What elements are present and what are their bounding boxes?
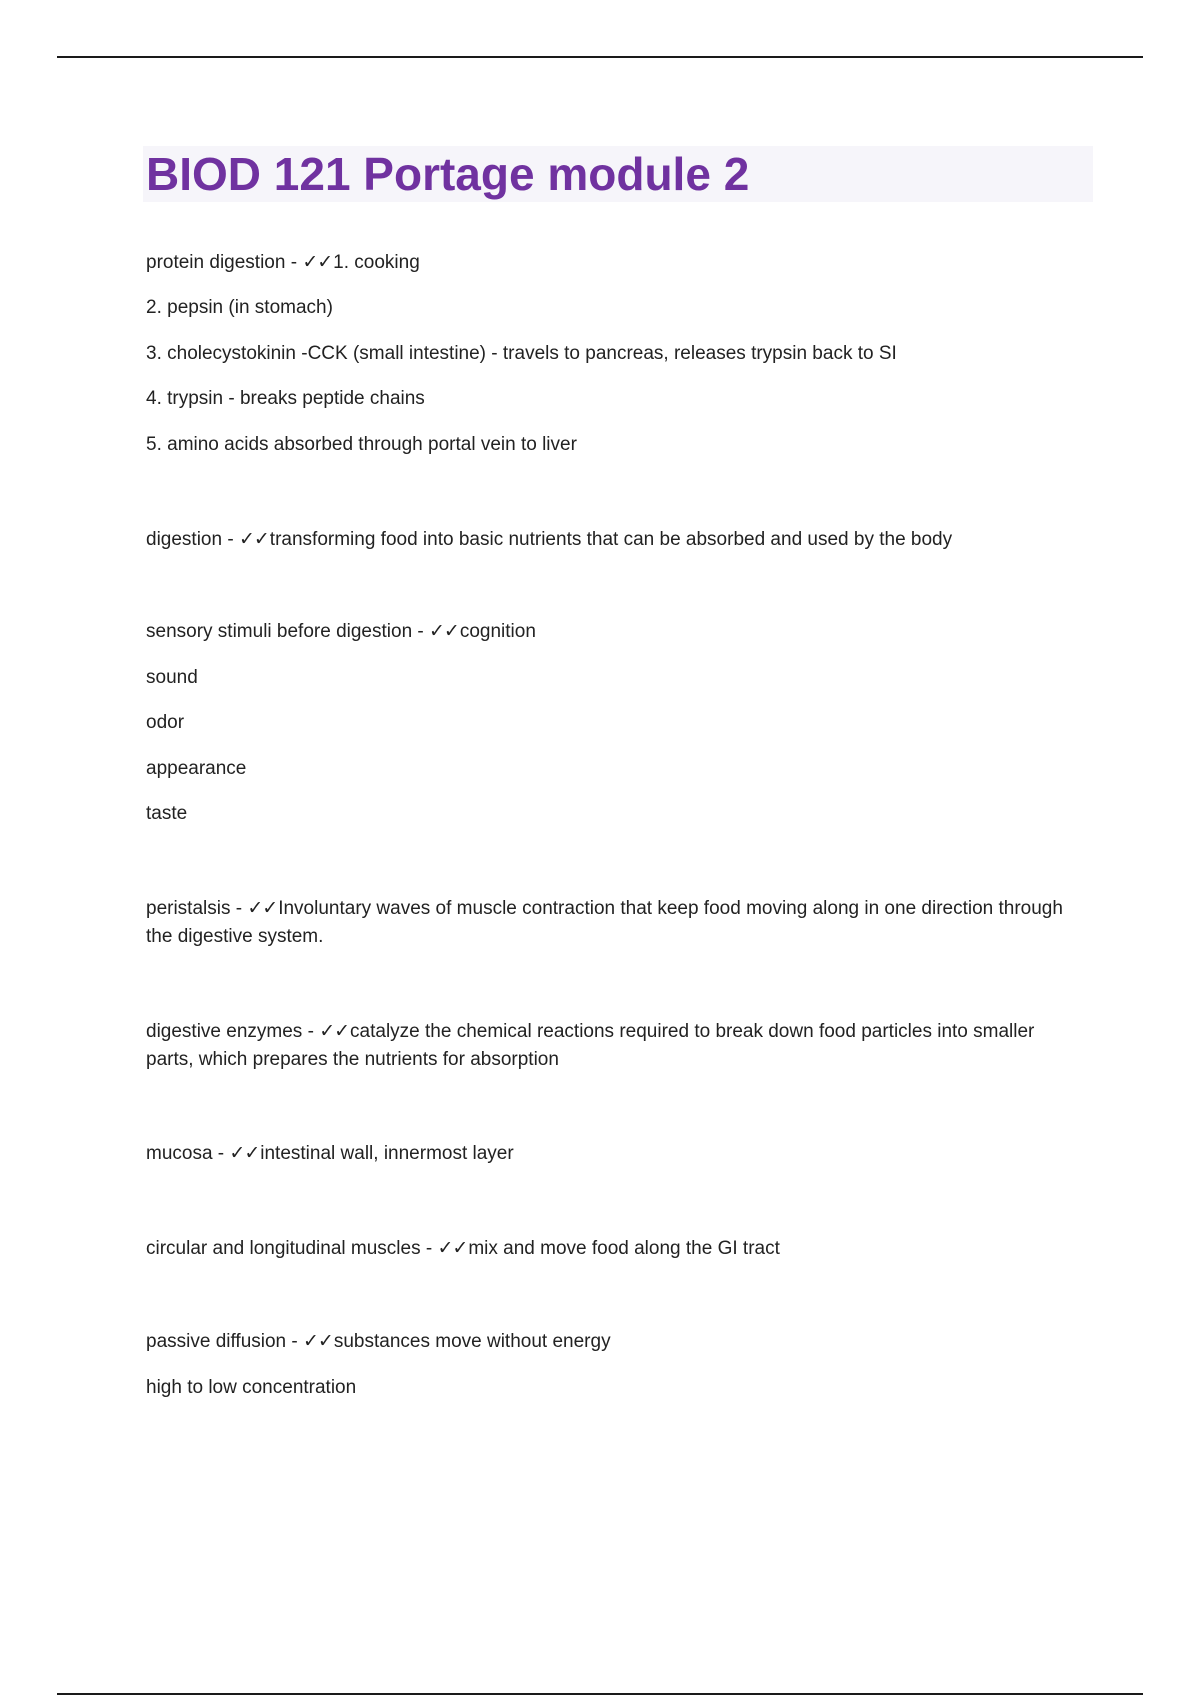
entry-circular-longitudinal-muscles [146,1235,780,1263]
entry-line: 3. cholecystokinin -CCK (small intestine) - travels to pancreas, releases trypsin back to SI [146,343,897,364]
document-title: BIOD 121 Portage module 2 [146,148,750,200]
entry-sensory-stimuli [146,618,536,646]
entry-term: circular and longitudinal muscles - [146,1238,438,1259]
entry-line: sound [146,667,198,688]
entry-mucosa [146,1140,514,1168]
entry-line: 4. trypsin - breaks peptide chains [146,388,425,409]
check-icon: ✓✓ [437,1238,468,1259]
footer-rule [57,1693,1143,1695]
entry-term: sensory stimuli before digestion - [146,621,430,642]
entry-line: 5. amino acids absorbed through portal vein to liver [146,434,577,455]
entry-definition: transforming food into basic nutrients that can be absorbed and used by the body [269,529,953,550]
header-rule [57,56,1143,58]
entry-protein-digestion [146,249,420,277]
entry-definition: substances move without energy [333,1331,611,1352]
entry-line: high to low concentration [146,1377,357,1398]
check-icon: ✓✓ [302,252,333,273]
entry-definition: catalyze the chemical reactions required to break down food particles into smaller parts, which prepares the nutrients for absorption [146,1021,1035,1070]
entry-digestion [146,526,952,554]
check-icon: ✓✓ [229,1143,260,1164]
check-icon: ✓✓ [429,621,459,642]
entry-definition: intestinal wall, innermost layer [260,1143,514,1164]
entry-term: digestive enzymes - [146,1021,320,1042]
entry-definition: mix and move food along the GI tract [468,1238,780,1259]
entry-term: protein digestion - [146,252,303,273]
entry-definition: cognition [459,621,536,642]
entry-definition: Involuntary waves of muscle contraction that keep food moving along in one direction through the digestive system. [146,898,1063,947]
entry-definition: 1. cooking [333,252,420,273]
entry-digestive-enzymes [146,1018,1086,1074]
check-icon: ✓✓ [238,529,269,550]
entry-term: digestion - [146,529,239,550]
entry-line: taste [146,803,188,824]
entry-passive-diffusion [146,1328,611,1356]
entry-line: 2. pepsin (in stomach) [146,297,333,318]
entry-peristalsis [146,895,1086,951]
check-icon: ✓✓ [247,898,278,919]
entry-term: passive diffusion - [146,1331,304,1352]
check-icon: ✓✓ [319,1021,350,1042]
entry-term: peristalsis - [146,898,248,919]
entry-line: appearance [146,758,247,779]
entry-line: odor [146,712,185,733]
check-icon: ✓✓ [303,1331,333,1352]
entry-term: mucosa - [146,1143,230,1164]
